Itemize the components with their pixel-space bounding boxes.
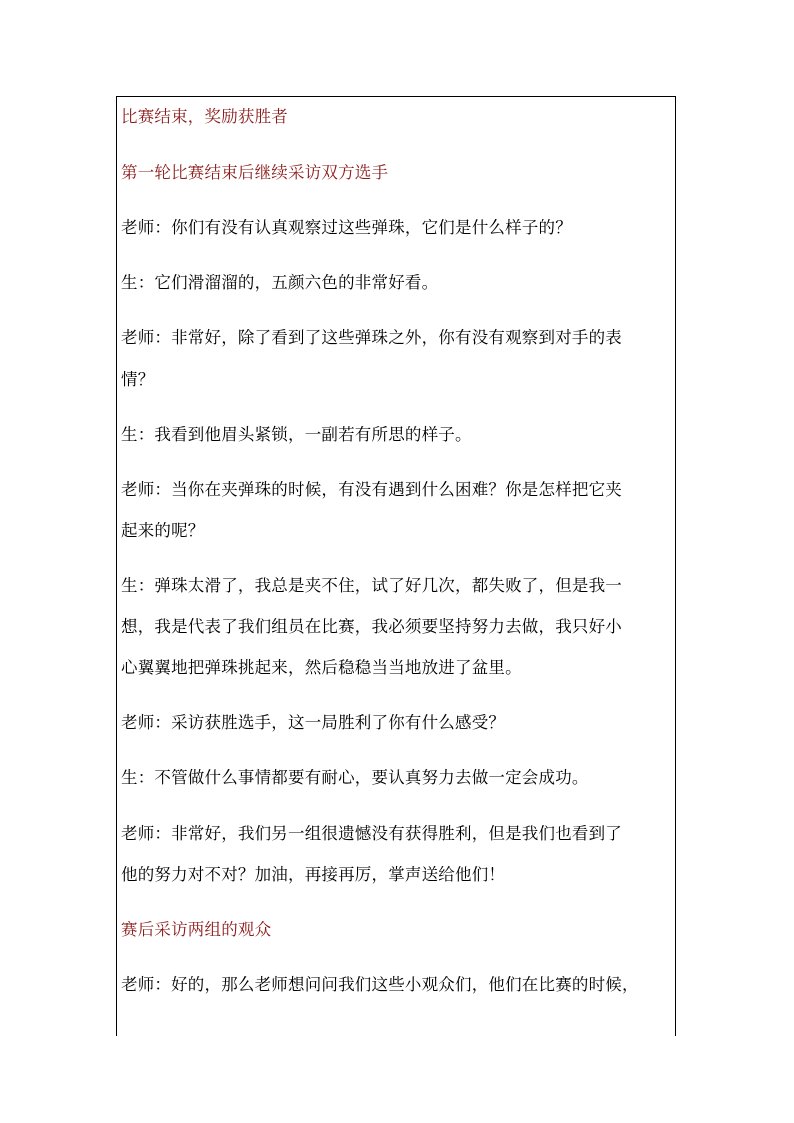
dialogue-line: 老师：你们有没有认真观察过这些弹珠，它们是什么样子的？ [121,218,572,237]
dialogue-line: 老师：采访获胜选手，这一局胜利了你有什么感受？ [121,713,506,732]
dialogue-line: 情？ [121,370,155,389]
dialogue-line: 想，我是代表了我们组员在比赛，我必须要坚持努力去做，我只好小 [121,617,622,636]
dialogue-line: 生：它们滑溜溜的，五颜六色的非常好看。 [121,273,439,292]
dialogue-line: 生：不管做什么事情都要有耐心，要认真努力去做一定会成功。 [121,768,589,787]
section-heading-award: 比赛结束，奖励获胜者 [121,107,288,126]
dialogue-line: 老师：非常好，我们另一组很遗憾没有获得胜利，但是我们也看到了 [121,824,622,843]
dialogue-line: 生：弹珠太滑了，我总是夹不住，试了好几次，都失败了，但是我一 [121,576,622,595]
section-heading-interview-audience: 赛后采访两组的观众 [121,920,272,939]
dialogue-line: 心翼翼地把弹珠挑起来，然后稳稳当当地放进了盆里。 [121,658,522,677]
dialogue-line: 老师：好的，那么老师想问问我们这些小观众们，他们在比赛的时候， [121,975,639,994]
dialogue-line: 生：我看到他眉头紧锁，一副若有所思的样子。 [121,425,472,444]
dialogue-line: 老师：非常好，除了看到了这些弹珠之外，你有没有观察到对手的表 [121,328,622,347]
dialogue-line: 老师：当你在夹弹珠的时候，有没有遇到什么困难？你是怎样把它夹 [121,480,622,499]
section-heading-interview-players: 第一轮比赛结束后继续采访双方选手 [121,163,389,182]
dialogue-line: 起来的呢？ [121,521,205,540]
dialogue-line: 他的努力对不对？加油，再接再厉，掌声送给他们！ [121,865,506,884]
